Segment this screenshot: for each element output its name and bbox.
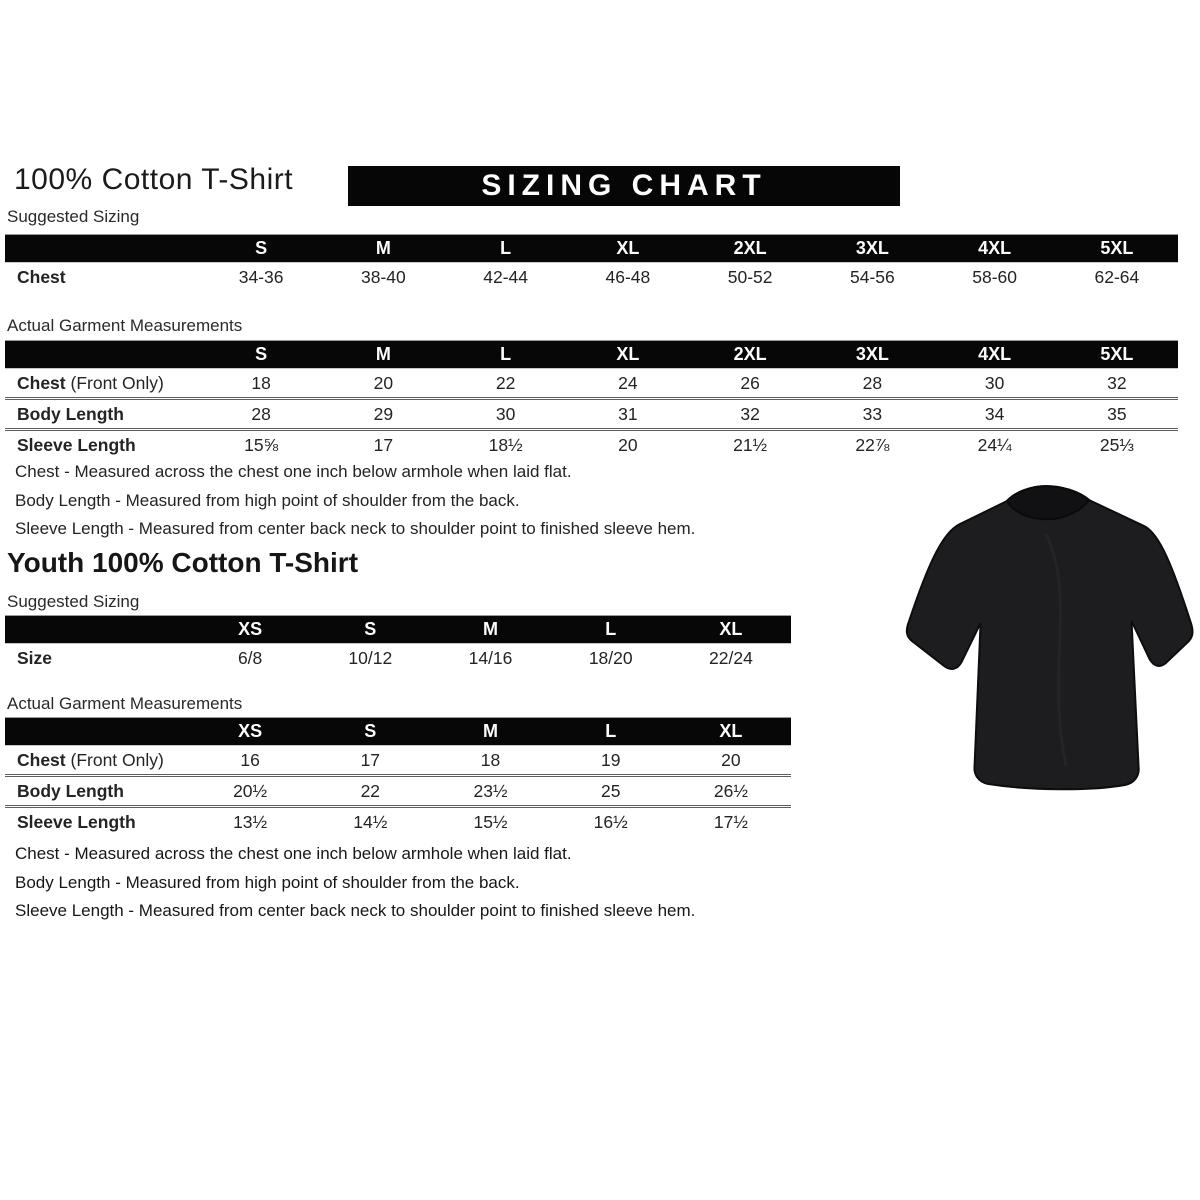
measurement-value: 20 <box>618 434 638 455</box>
measurement-value: 15½ <box>473 811 508 832</box>
size-column-header: 3XL <box>855 344 889 364</box>
measurement-value: 22/24 <box>709 647 753 668</box>
size-column-header: S <box>364 721 377 741</box>
adult-measurement-notes <box>15 458 695 544</box>
table-header-row <box>5 340 1178 369</box>
row-label: Sleeve Length <box>17 811 136 832</box>
size-column-header: 2XL <box>733 238 767 258</box>
measurement-value: 25 <box>600 780 621 801</box>
size-column-header: XS <box>238 619 263 639</box>
size-column-header: XL <box>616 344 640 364</box>
size-column-header: M <box>375 344 391 364</box>
table-row <box>5 369 1178 397</box>
adult-suggested-sizing-table <box>5 234 1178 291</box>
measurement-value: 31 <box>618 403 638 424</box>
measurement-value: 32 <box>740 403 760 424</box>
measurement-value: 10/12 <box>348 647 393 668</box>
measurement-value: 22 <box>360 780 381 801</box>
measurement-value: 17 <box>373 434 394 455</box>
measurement-value: 26½ <box>713 780 748 801</box>
measurement-value: 34-36 <box>238 266 284 287</box>
adult-section-title: 100% Cotton T-Shirt <box>14 163 294 196</box>
size-column-header: L <box>500 344 512 364</box>
measurement-value: 14/16 <box>468 647 513 668</box>
size-column-header: 4XL <box>978 344 1012 364</box>
tshirt-image <box>892 474 1200 806</box>
size-column-header: XL <box>719 619 743 639</box>
tshirt-body <box>907 486 1193 789</box>
measurement-value: 62-64 <box>1094 266 1140 287</box>
measurement-value: 16 <box>240 749 260 770</box>
adult-actual-measurements-label: Actual Garment Measurements <box>7 316 243 335</box>
table-row <box>5 428 1178 459</box>
row-label: Size <box>17 647 53 668</box>
table-row <box>5 746 791 774</box>
size-column-header: M <box>483 721 498 741</box>
measurement-value: 42-44 <box>483 266 528 287</box>
measurement-note-line: Body Length - Measured from high point of shoulder from the back. <box>15 490 520 510</box>
youth-suggested-sizing-label: Suggested Sizing <box>7 592 140 611</box>
size-column-header: L <box>605 721 617 741</box>
measurement-note-line: Body Length - Measured from high point of shoulder from the back. <box>15 872 520 892</box>
size-column-header: L <box>605 619 617 639</box>
measurement-value: 22⅞ <box>855 434 890 455</box>
measurement-value: 18/20 <box>588 647 633 668</box>
size-column-header: XL <box>616 238 640 258</box>
measurement-value: 28 <box>251 403 271 424</box>
measurement-value: 19 <box>600 749 621 770</box>
measurement-value: 30 <box>984 372 1005 393</box>
measurement-value: 25⅓ <box>1099 434 1134 455</box>
size-column-header: XL <box>719 721 743 741</box>
row-label: Body Length <box>17 403 124 424</box>
measurement-value: 15⅝ <box>244 434 279 455</box>
row-label: Body Length <box>17 780 124 801</box>
row-label: Sleeve Length <box>17 434 136 455</box>
measurement-value: 23½ <box>473 780 508 801</box>
size-column-header: 5XL <box>1100 238 1134 258</box>
size-column-header: M <box>375 238 391 258</box>
measurement-value: 32 <box>1107 372 1127 393</box>
measurement-value: 54-56 <box>849 266 895 287</box>
tshirt-illustration <box>892 474 1200 806</box>
measurement-value: 50-52 <box>727 266 773 287</box>
row-label: Chest <box>17 266 66 287</box>
youth-suggested-sizing-table <box>5 615 791 672</box>
measurement-value: 17½ <box>713 811 748 832</box>
measurement-value: 30 <box>495 403 516 424</box>
measurement-value: 35 <box>1107 403 1127 424</box>
table-row <box>5 644 791 672</box>
measurement-value: 14½ <box>353 811 388 832</box>
measurement-value: 33 <box>862 403 883 424</box>
row-label: Chest (Front Only) <box>17 749 164 770</box>
measurement-value: 38-40 <box>360 266 406 287</box>
size-column-header: 5XL <box>1100 344 1134 364</box>
youth-actual-measurements-table <box>5 717 791 836</box>
measurement-note-line: Chest - Measured across the chest one inch below armhole when laid flat. <box>15 462 572 481</box>
size-column-header: 4XL <box>978 238 1012 258</box>
measurement-note-line: Sleeve Length - Measured from center back neck to shoulder point to finished sleeve hem. <box>15 519 696 538</box>
size-column-header: L <box>500 238 512 258</box>
measurement-value: 18½ <box>488 434 523 455</box>
table-row <box>5 774 791 805</box>
youth-section-title: Youth 100% Cotton T-Shirt <box>7 547 359 578</box>
size-column-header: 2XL <box>733 344 767 364</box>
size-column-header: XS <box>238 721 263 741</box>
sizing-chart-banner: SIZING CHART <box>348 166 900 206</box>
table-row <box>5 397 1178 428</box>
table-header-row <box>5 615 791 644</box>
table-row <box>5 263 1178 291</box>
size-column-header: S <box>255 238 268 258</box>
youth-measurement-notes <box>15 840 695 926</box>
measurement-value: 24 <box>618 372 638 393</box>
measurement-value: 18 <box>251 372 271 393</box>
adult-suggested-sizing-label: Suggested Sizing <box>7 207 140 226</box>
measurement-note-line: Sleeve Length - Measured from center back neck to shoulder point to finished sleeve hem. <box>15 901 696 920</box>
measurement-value: 58-60 <box>972 266 1017 287</box>
table-header-row <box>5 717 791 746</box>
table-row <box>5 805 791 836</box>
table-header-row <box>5 234 1178 263</box>
measurement-value: 20 <box>721 749 741 770</box>
adult-actual-measurements-table <box>5 340 1178 459</box>
measurement-value: 22 <box>495 372 516 393</box>
size-column-header: S <box>364 619 377 639</box>
measurement-value: 26 <box>740 372 760 393</box>
measurement-value: 24¼ <box>977 434 1012 455</box>
size-column-header: M <box>483 619 498 639</box>
measurement-value: 18 <box>480 749 501 770</box>
measurement-value: 20½ <box>233 780 268 801</box>
measurement-value: 29 <box>373 403 394 424</box>
measurement-value: 6/8 <box>237 647 263 668</box>
measurement-note-line: Chest - Measured across the chest one inch below armhole when laid flat. <box>15 844 572 863</box>
size-column-header: 3XL <box>855 238 889 258</box>
measurement-value: 16½ <box>593 811 628 832</box>
youth-actual-measurements-label: Actual Garment Measurements <box>7 694 243 713</box>
measurement-value: 46-48 <box>605 266 651 287</box>
measurement-value: 34 <box>984 403 1005 424</box>
row-label: Chest (Front Only) <box>17 372 164 393</box>
size-column-header: S <box>255 344 268 364</box>
measurement-value: 17 <box>360 749 381 770</box>
measurement-value: 21½ <box>733 434 768 455</box>
measurement-value: 28 <box>862 372 883 393</box>
measurement-value: 20 <box>373 372 394 393</box>
measurement-value: 13½ <box>233 811 268 832</box>
